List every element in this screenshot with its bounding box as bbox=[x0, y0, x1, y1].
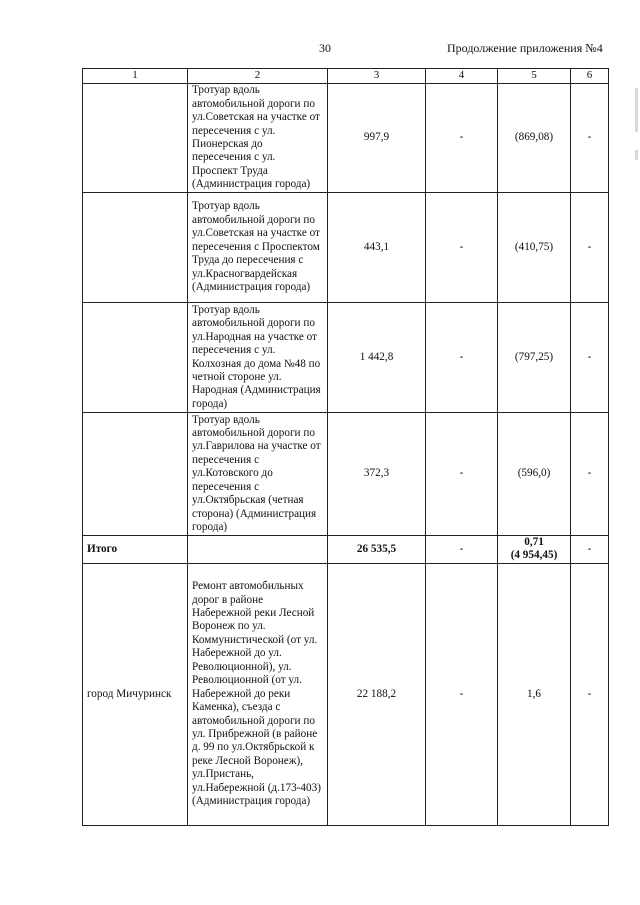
column-header: 2 bbox=[188, 69, 328, 84]
column-header: 1 bbox=[83, 69, 188, 84]
cell-col5 bbox=[498, 536, 571, 564]
cell-col4: - bbox=[426, 563, 498, 825]
column-header: 5 bbox=[498, 69, 571, 84]
cell-col5 bbox=[498, 193, 571, 303]
cell-col5 bbox=[498, 84, 571, 193]
cell-description: Тротуар вдоль автомобильной дороги по ул.Народная на участке от пересечения с ул. Колхозная до дома №48 по четной стороне ул. Народная (Администрация города) bbox=[188, 303, 328, 413]
cell-name: город Мичуринск bbox=[83, 563, 188, 825]
table-row bbox=[83, 413, 609, 536]
column-header: 4 bbox=[426, 69, 498, 84]
scan-edge-mark bbox=[635, 150, 638, 160]
cell-col3: 26 535,5 bbox=[328, 536, 426, 564]
cell-col3: 443,1 bbox=[328, 193, 426, 303]
cell-description: Тротуар вдоль автомобильной дороги по ул.Советская на участке от пересечения с Проспектом Труда до пересечения с ул.Красногвардейская (Администрация города) bbox=[188, 193, 328, 303]
table-row bbox=[83, 193, 609, 303]
cell-name bbox=[83, 193, 188, 303]
cell-col4: - bbox=[426, 413, 498, 536]
table-row-total bbox=[83, 536, 609, 564]
column-header: 6 bbox=[571, 69, 609, 84]
cell-col6: - bbox=[571, 303, 609, 413]
cell-col5 bbox=[498, 563, 571, 825]
cell-col5-value-secondary: (4 954,45) bbox=[510, 549, 558, 562]
cell-col3: 997,9 bbox=[328, 84, 426, 193]
cell-col5-value: (797,25) bbox=[514, 350, 554, 363]
cell-col4: - bbox=[426, 303, 498, 413]
cell-col4: - bbox=[426, 84, 498, 193]
cell-col5 bbox=[498, 413, 571, 536]
cell-col3: 372,3 bbox=[328, 413, 426, 536]
cell-col5-value: (869,08) bbox=[514, 131, 554, 144]
column-header: 3 bbox=[328, 69, 426, 84]
cell-col5-value: 1,6 bbox=[527, 687, 541, 700]
cell-name bbox=[83, 303, 188, 413]
cell-col5 bbox=[498, 303, 571, 413]
cell-name bbox=[83, 413, 188, 536]
table-header-row bbox=[83, 69, 609, 84]
cell-col6: - bbox=[571, 536, 609, 564]
cell-description: Тротуар вдоль автомобильной дороги по ул.Советская на участке от пересечения с ул. Пионерская до пересечения с ул. Проспект Труда (Администрация города) bbox=[188, 84, 328, 193]
scan-edge-mark bbox=[635, 88, 638, 132]
cell-name bbox=[83, 84, 188, 193]
data-table bbox=[82, 68, 609, 826]
page-number: 30 bbox=[319, 41, 331, 55]
cell-col4: - bbox=[426, 536, 498, 564]
cell-col5-value: 0,71 bbox=[524, 536, 544, 548]
cell-description: Тротуар вдоль автомобильной дороги по ул.Гаврилова на участке от пересечения с ул.Котовского до пересечения с ул.Октябрьская (четная сторона) (Администрация города) bbox=[188, 413, 328, 536]
table-row bbox=[83, 563, 609, 825]
cell-name: Итого bbox=[83, 536, 188, 564]
appendix-note: Продолжение приложения №4 bbox=[447, 41, 603, 55]
cell-col6: - bbox=[571, 84, 609, 193]
cell-col6: - bbox=[571, 563, 609, 825]
table-row bbox=[83, 303, 609, 413]
cell-description: Ремонт автомобильных дорог в районе Набережной реки Лесной Воронеж по ул. Коммунистической (от ул. Набережной до ул. Революционной), ул. Революционной (от ул. Набережной до реки Каменка), съезда с автомобильной дороги по ул. Прибрежной (в районе д. 99 по ул.Октябрьской к реке Лесной Воронеж), ул.Пристань, ул.Набережной (д.173-403) (Администрация города) bbox=[188, 563, 328, 825]
cell-description bbox=[188, 536, 328, 564]
cell-col3: 1 442,8 bbox=[328, 303, 426, 413]
table-row bbox=[83, 84, 609, 193]
cell-col5-value: (596,0) bbox=[517, 467, 551, 480]
cell-col5-value: (410,75) bbox=[514, 240, 554, 253]
cell-col3: 22 188,2 bbox=[328, 563, 426, 825]
cell-col6: - bbox=[571, 193, 609, 303]
cell-col6: - bbox=[571, 413, 609, 536]
cell-col4: - bbox=[426, 193, 498, 303]
